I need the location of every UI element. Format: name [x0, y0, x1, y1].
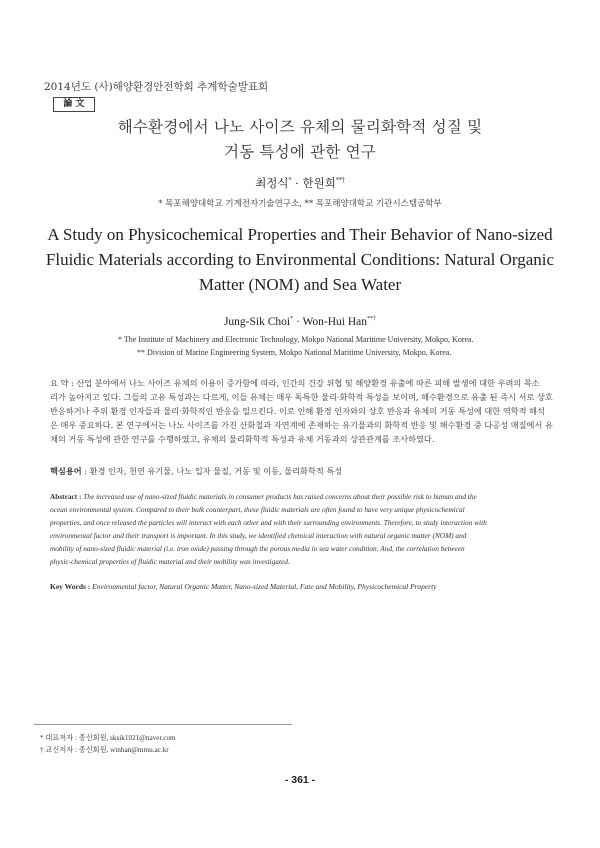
- title-ko-line-2: 거동 특성에 관한 연구: [224, 143, 376, 161]
- author-separator-en: ·: [293, 316, 303, 328]
- authors-en: [0, 316, 600, 328]
- abstract-ko-line-1: 요 약 : 산업 분야에서 나노 사이즈 유체의 이용이 증가함에 따라, 인간의 건강 위협 및 해양환경 유출에 따른 피해 발생에 대한 우려의 목소: [50, 378, 540, 388]
- abstract-en-line-5: [50, 543, 550, 556]
- abstract-en-line-1: [50, 491, 550, 504]
- keywords-en: [50, 582, 436, 591]
- abstract-en-line-4: [50, 530, 550, 543]
- paper-type-tag: 論 文: [53, 97, 95, 112]
- author-1-en: Jung-Sik Choi: [223, 316, 291, 328]
- affiliations-ko: * 목포해양대학교 기계전자기술연구소, ** 목포해양대학교 기관시스템공학부: [158, 199, 442, 209]
- author-1-en-mark: *: [290, 316, 294, 323]
- abstract-ko-line-5: 체의 거동 특성에 관한 연구를 수행하였고, 유체의 물리화학적 특성과 유체 거동과의 상관관계를 조사하였다.: [50, 434, 435, 444]
- keywords-en-text: Environmental factor, Natural Organic Matter, Nano-sized Material, Fate and Mobility, Physicochemical Property: [90, 582, 437, 591]
- abstract-en-text-2: ocean environmental system. Compared to their bulk counterpart, these fluidic materials are often found to have very unique physicochemical: [50, 505, 465, 514]
- affiliation-en-2: ** Division of Marine Engineering System, Mokpo National Maritime University, Mokpo, Korea.: [137, 348, 452, 357]
- abstract-en-text-5: mobility of nano-sized fluidic material (i.e. iron oxide) passing through the porous media in sea water condition. And, the correlation between: [50, 544, 465, 553]
- title-en-line-3: Matter (NOM) and Sea Water: [198, 275, 402, 294]
- keywords-ko: [50, 466, 342, 477]
- title-ko-line-1: 해수환경에서 나노 사이즈 유체의 물리화학적 성질 및: [117, 118, 483, 136]
- abstract-ko-line-4: 은 매우 중요하다. 본 연구에서는 나노 사이즈를 가진 산화철과 자연계에 존재하는 유기물과의 화학적 반응 및 해수환경 중 다공성 매질에서 유: [50, 420, 553, 430]
- abstract-en-line-3: [50, 517, 550, 530]
- affiliation-en-1: * The Institute of Machinery and Electronic Technology, Mokpo National Maritime University, Mokpo, Korea.: [118, 335, 474, 344]
- title-en-line-2: Fluidic Materials according to Environmental Conditions: Natural Organic: [45, 250, 555, 269]
- footnote-divider: [34, 724, 292, 725]
- author-2-en-mark: **†: [367, 316, 377, 323]
- abstract-en-line-2: [50, 504, 550, 517]
- title-en-line-1: A Study on Physicochemical Properties and Their Behavior of Nano-sized: [47, 225, 553, 244]
- abstract-en-label: Abstract :: [50, 492, 82, 501]
- footnote-1: * 대표저자 : 종신회원, sksik1021@naver.com: [40, 734, 176, 742]
- author-1-ko-mark: *: [288, 177, 292, 185]
- abstract-en-text-6: physic-chemical properties of fluidic material and their mobility was investigated.: [50, 557, 290, 566]
- keywords-ko-label: 핵심용어: [50, 466, 82, 476]
- authors-ko: [0, 175, 600, 191]
- keywords-ko-text: : 환경 인자, 천연 유기물, 나노 입자 물질, 거동 및 이동, 물리화학적 특성: [81, 466, 343, 476]
- author-1-ko: 최정식: [255, 176, 289, 190]
- author-2-en: Won-Hui Han: [302, 316, 368, 328]
- page-number: - 361 -: [284, 774, 316, 786]
- abstract-ko-line-2: 리가 높아지고 있다. 그들의 고유 특성과는 다르게, 이들 유체는 매우 독특한 물리·화학적 특성을 보이며, 해수환경으로 유출 된 즉시 서로 상호: [50, 392, 553, 402]
- abstract-ko-line-3: 반응하거나 주위 환경 인자들과 물리·화학적인 반응을 일으킨다. 이로 인해 환경 인자와의 상호 반응과 유체의 거동 특성에 대한 역학적 해석: [50, 406, 545, 416]
- author-2-ko: 한원희: [302, 176, 336, 190]
- abstract-en-text-3: properties, and once released the particles will interact with each other and with their surrounding environments. Therefore, to study interaction with: [50, 518, 487, 527]
- footnote-2: † 교신저자 : 종신회원, winhan@mmu.ac.kr: [40, 746, 169, 754]
- abstract-en-text-1: The increased use of nano-sized fluidic materials in consumer products has raised concerns about their possible risk to human and the: [81, 492, 477, 501]
- conference-name: 2014년도 (사)해양환경안전학회 추계학술발표회: [44, 81, 269, 93]
- author-2-ko-mark: **†: [335, 177, 345, 185]
- abstract-en-line-6: [50, 556, 550, 569]
- keywords-en-label: Key Words :: [50, 582, 91, 591]
- abstract-en-text-4: environmental factor and their transport is important. In this study, we identified chemical interaction with natural organic matter (NOM) and: [50, 531, 467, 540]
- author-separator: ·: [291, 176, 303, 190]
